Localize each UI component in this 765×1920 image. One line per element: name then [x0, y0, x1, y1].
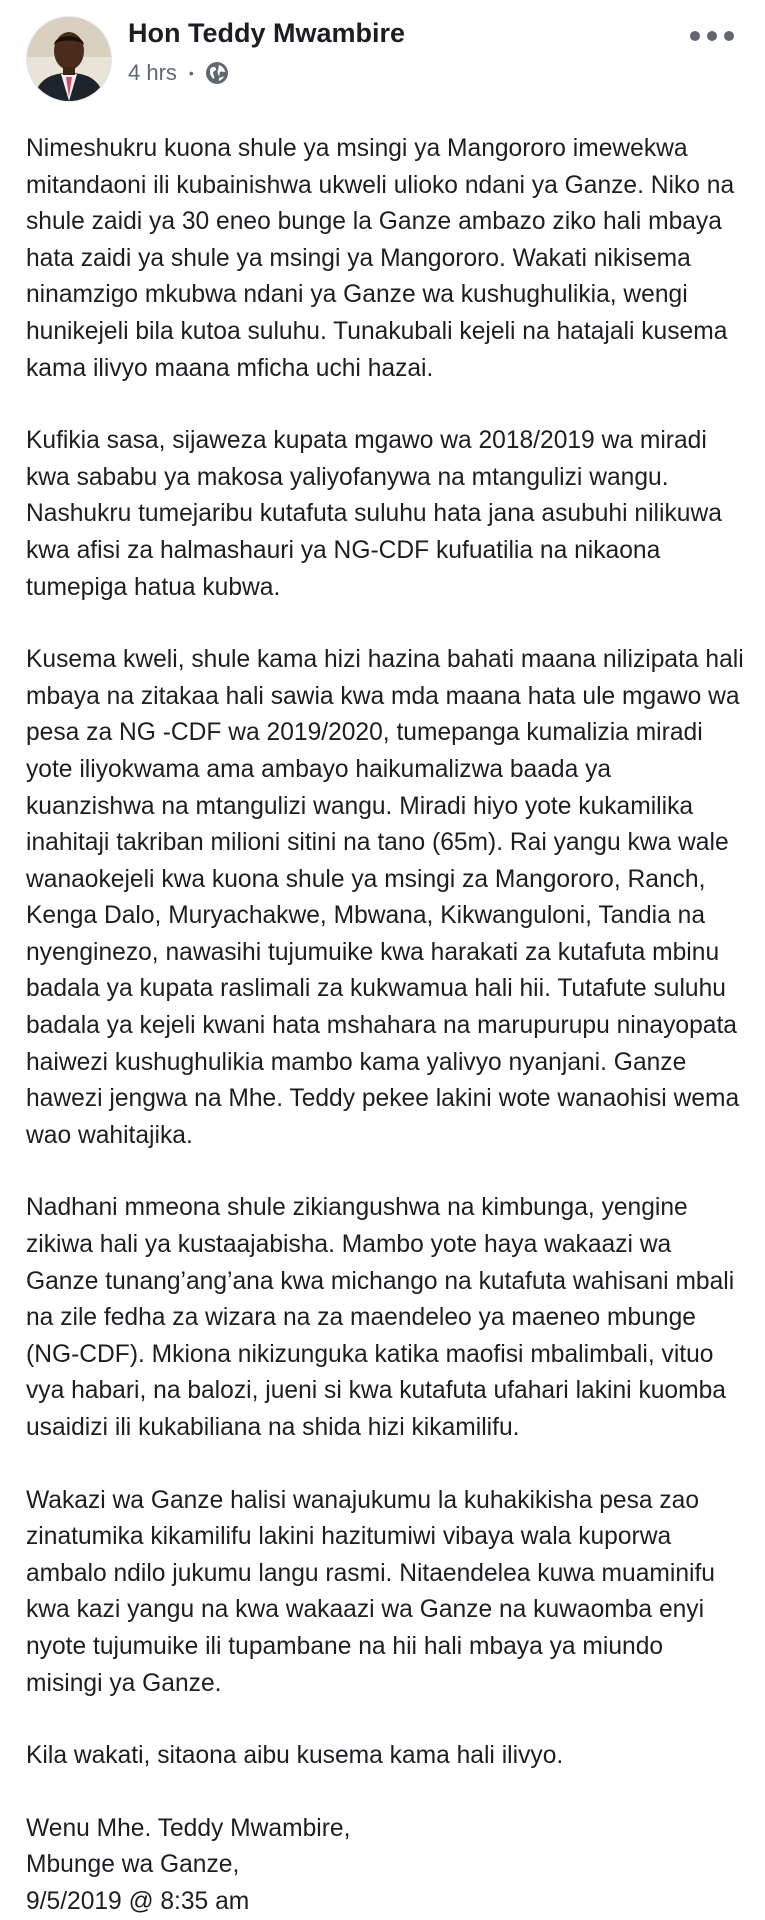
timestamp[interactable]: 4 hrs — [128, 60, 177, 85]
author-name[interactable]: Hon Teddy Mwambire — [128, 18, 406, 48]
post-paragraph: Nimeshukru kuona shule ya msingi ya Mangororo imewekwa mitandaoni ili kubainishwa ukweli ulioko ndani ya Ganze. Niko na shule zaidi ya 30 eneo bunge la Ganze ambazo ziko hali mbaya hata zaidi ya shule ya msingi ya Mangororo. Wakati nikisema ninamzigo mkubwa ndani ya Ganze wa kushughulikia, wengi hunikejeli bila kutoa suluhu. Tunakubali kejeli na hatajali kusema kama ilivyo maana mficha uchi hazai. — [26, 135, 735, 382]
signature-line: Wenu Mhe. Teddy Mwambire, — [26, 1814, 351, 1842]
post-paragraph: Kila wakati, sitaona aibu kusema kama hali ilivyo. — [26, 1742, 564, 1770]
post-body — [26, 131, 746, 1920]
more-horizontal-icon-dot — [707, 31, 717, 41]
post-meta — [128, 60, 230, 86]
post-paragraph: Nadhani mmeona shule zikiangushwa na kimbunga, yengine zikiwa hali ya kustaajabisha. Mambo yote haya wakaazi wa Ganze tunang’ang’ana kwa michango na kutafuta wahisani mbali na zile fedha za wizara na za maendeleo ya maeneo mbunge (NG-CDF). Mkiona nikizunguka katika maofisi mbalimbali, vituo vya habari, na balozi, jueni si kwa kutafuta ufahari lakini kuomba usaidizi ili kukabiliana na shida hizi kikamilifu. — [26, 1194, 735, 1441]
avatar[interactable] — [26, 16, 112, 102]
more-horizontal-icon-dot — [690, 31, 700, 41]
more-horizontal-icon-dot — [724, 31, 734, 41]
meta-separator: • — [188, 65, 194, 81]
profile-photo — [27, 17, 111, 101]
signature — [26, 1811, 746, 1920]
signature-date: 9/5/2019 @ 8:35 am — [26, 1887, 250, 1915]
more-options-button[interactable] — [690, 24, 734, 48]
post-paragraph: Kufikia sasa, sijaweza kupata mgawo wa 2018/2019 wa miradi kwa sababu ya makosa yaliyofanywa na mtangulizi wangu. Nashukru tumejaribu kutafuta suluhu hata jana asubuhi nilikuwa kwa afisi za halmashauri ya NG-CDF kufuatilia na nikaona tumepiga hatua kubwa. — [26, 427, 722, 601]
post-paragraph: Wakazi wa Ganze halisi wanajukumu la kuhakikisha pesa zao zinatumika kikamilifu lakini hazitumiwi vibaya wala kuporwa ambalo ndilo jukumu langu rasmi. Nitaendelea kuwa muaminifu kwa kazi yangu na kwa wakaazi wa Ganze na kuwaomba enyi nyote tujumuike ili tupambane na hii hali mbaya ya miundo misingi ya Ganze. — [26, 1486, 715, 1697]
globe-icon[interactable] — [204, 60, 230, 86]
post-header — [0, 0, 765, 110]
signature-line: Mbunge wa Ganze, — [26, 1851, 240, 1879]
post-paragraph: Kusema kweli, shule kama hizi hazina bahati maana nilizipata hali mbaya na zitakaa hali sawia kwa mda maana hata ule mgawo wa pesa za NG -CDF wa 2019/2020, tumepanga kumalizia miradi yote iliyokwama ama ambayo haikumalizwa baada ya kuanzishwa na mtangulizi wangu. Miradi hiyo yote kukamilika inahitaji takriban milioni sitini na tano (65m). Rai yangu kwa wale wanaokejeli kwa kuona shule ya msingi za Mangororo, Ranch, Kenga Dalo, Muryachakwe, Mbwana, Kikwanguloni, Tandia na nyenginezo, nawasihi tujumuike kwa harakati za kutafuta mbinu badala ya kupata raslimali za kukwamua hali hii. Tutafute suluhu badala ya kejeli kwani hata mshahara na marupurupu ninayopata haiwezi kushughulikia mambo kama yalivyo nyanjani. Ganze hawezi jengwa na Mhe. Teddy pekee lakini wote wanaohisi wema wao wahitajika. — [26, 646, 744, 1149]
